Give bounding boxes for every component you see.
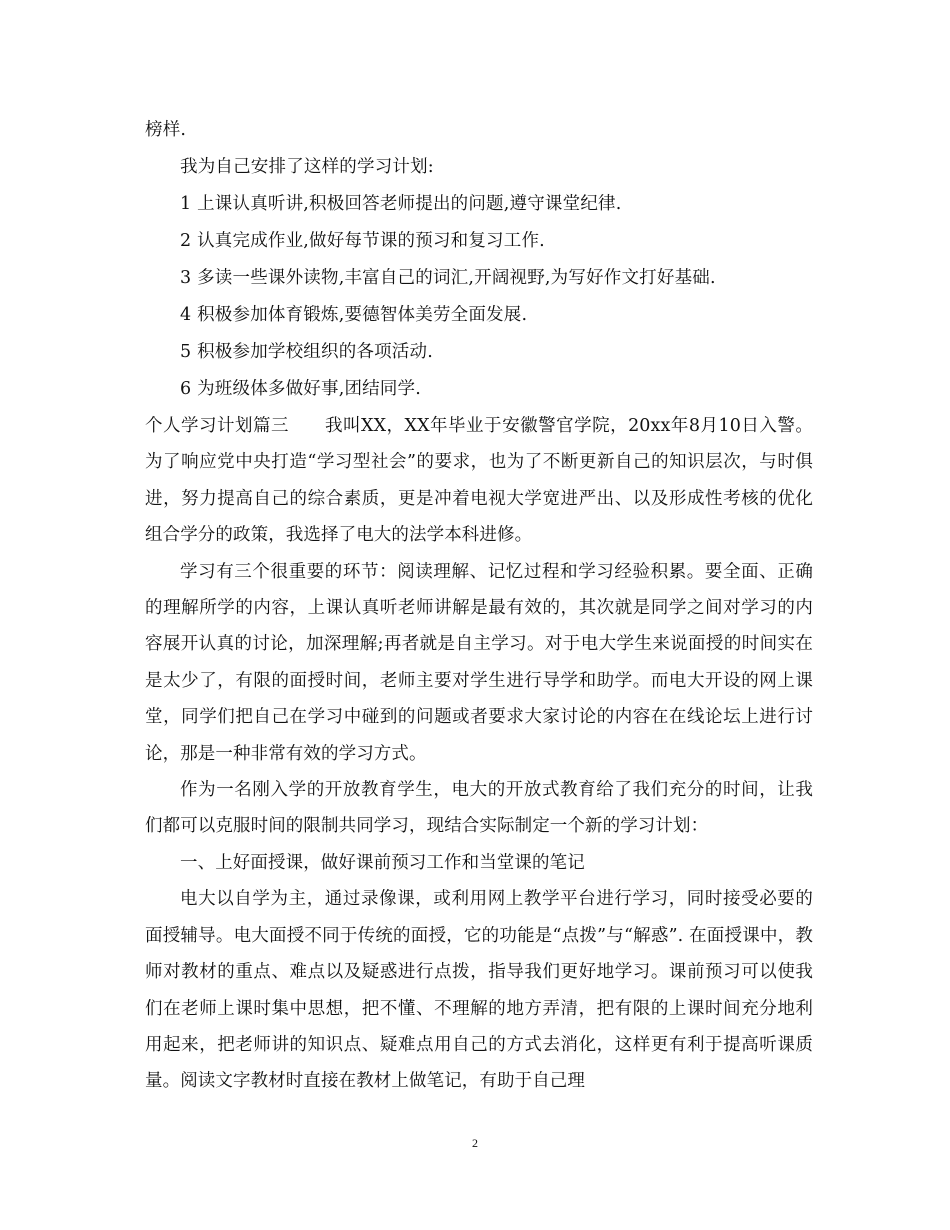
list-item-5: 5 积极参加学校组织的各项活动.: [180, 342, 433, 362]
paragraph-learning-steps: 学习有三个很重要的环节：阅读理解、记忆过程和学习经验积累。要全面、正确的理解所学的内容，上课认真听老师讲解是最有效的，其次就是同学之间对学习的内容展开认真的讨论，加深理解;再者就是自主学习。对于电大学生来说面授的时间实在是太少了，有限的面授时间，老师主要对学生进行导学和助学。而电大开设的网上课堂，同学们把自己在学习中碰到的问题或者要求大家讨论的内容在在线论坛上进行讨论，那是一种非常有效的学习方式。: [145, 561, 813, 764]
list-item-1: 1 上课认真听讲,积极回答老师提出的问题,遵守课堂纪律.: [180, 194, 622, 214]
paragraph-open-education: 作为一名刚入学的开放教育学生，电大的开放式教育给了我们充分的时间，让我们都可以克服时间的限制共同学习，现结合实际制定一个新的学习计划：: [145, 780, 813, 837]
list-item-3: 3 多读一些课外读物,丰富自己的词汇,开阔视野,为写好作文打好基础.: [180, 268, 716, 288]
text-line-continuation: 榜样.: [145, 120, 187, 140]
list-item-4: 4 积极参加体育锻炼,要德智体美劳全面发展.: [180, 305, 528, 325]
text-line-plan-intro: 我为自己安排了这样的学习计划:: [180, 157, 434, 177]
paragraph-section-three-intro: 个人学习计划篇三 我叫XX，XX年毕业于安徽警官学院，20xx年8月10日入警。为了响应党中央打造“学习型社会”的要求，也为了不断更新自己的知识层次，与时俱进，努力提高自己的综合素质，更是冲着电视大学宽进严出、以及形成性考核的优化组合学分的政策，我选择了电大的法学本科进修。: [145, 416, 813, 546]
page-number: 2: [472, 1136, 478, 1150]
paragraph-face-to-face: 电大以自学为主，通过录像课，或利用网上教学平台进行学习，同时接受必要的面授辅导。电大面授不同于传统的面授，它的功能是“点拨”与“解惑”. 在面授课中，教师对教材的重点、难点以及疑惑进行点拨，指导我们更好地学习。课前预习可以使我们在老师上课时集中思想，把不懂、不理解的地方弄清，把有限的上课时间充分地利用起来，把老师讲的知识点、疑难点用自己的方式去消化，这样更有利于提高听课质量。阅读文字教材时直接在教材上做笔记，有助于自己理: [145, 889, 813, 1092]
list-item-2: 2 认真完成作业,做好每节课的预习和复习工作.: [180, 231, 545, 251]
document-body: [145, 112, 813, 1100]
list-item-6: 6 为班级体多做好事,团结同学.: [180, 379, 422, 399]
section-heading-one: 一、上好面授课，做好课前预习工作和当堂课的笔记: [180, 852, 585, 873]
